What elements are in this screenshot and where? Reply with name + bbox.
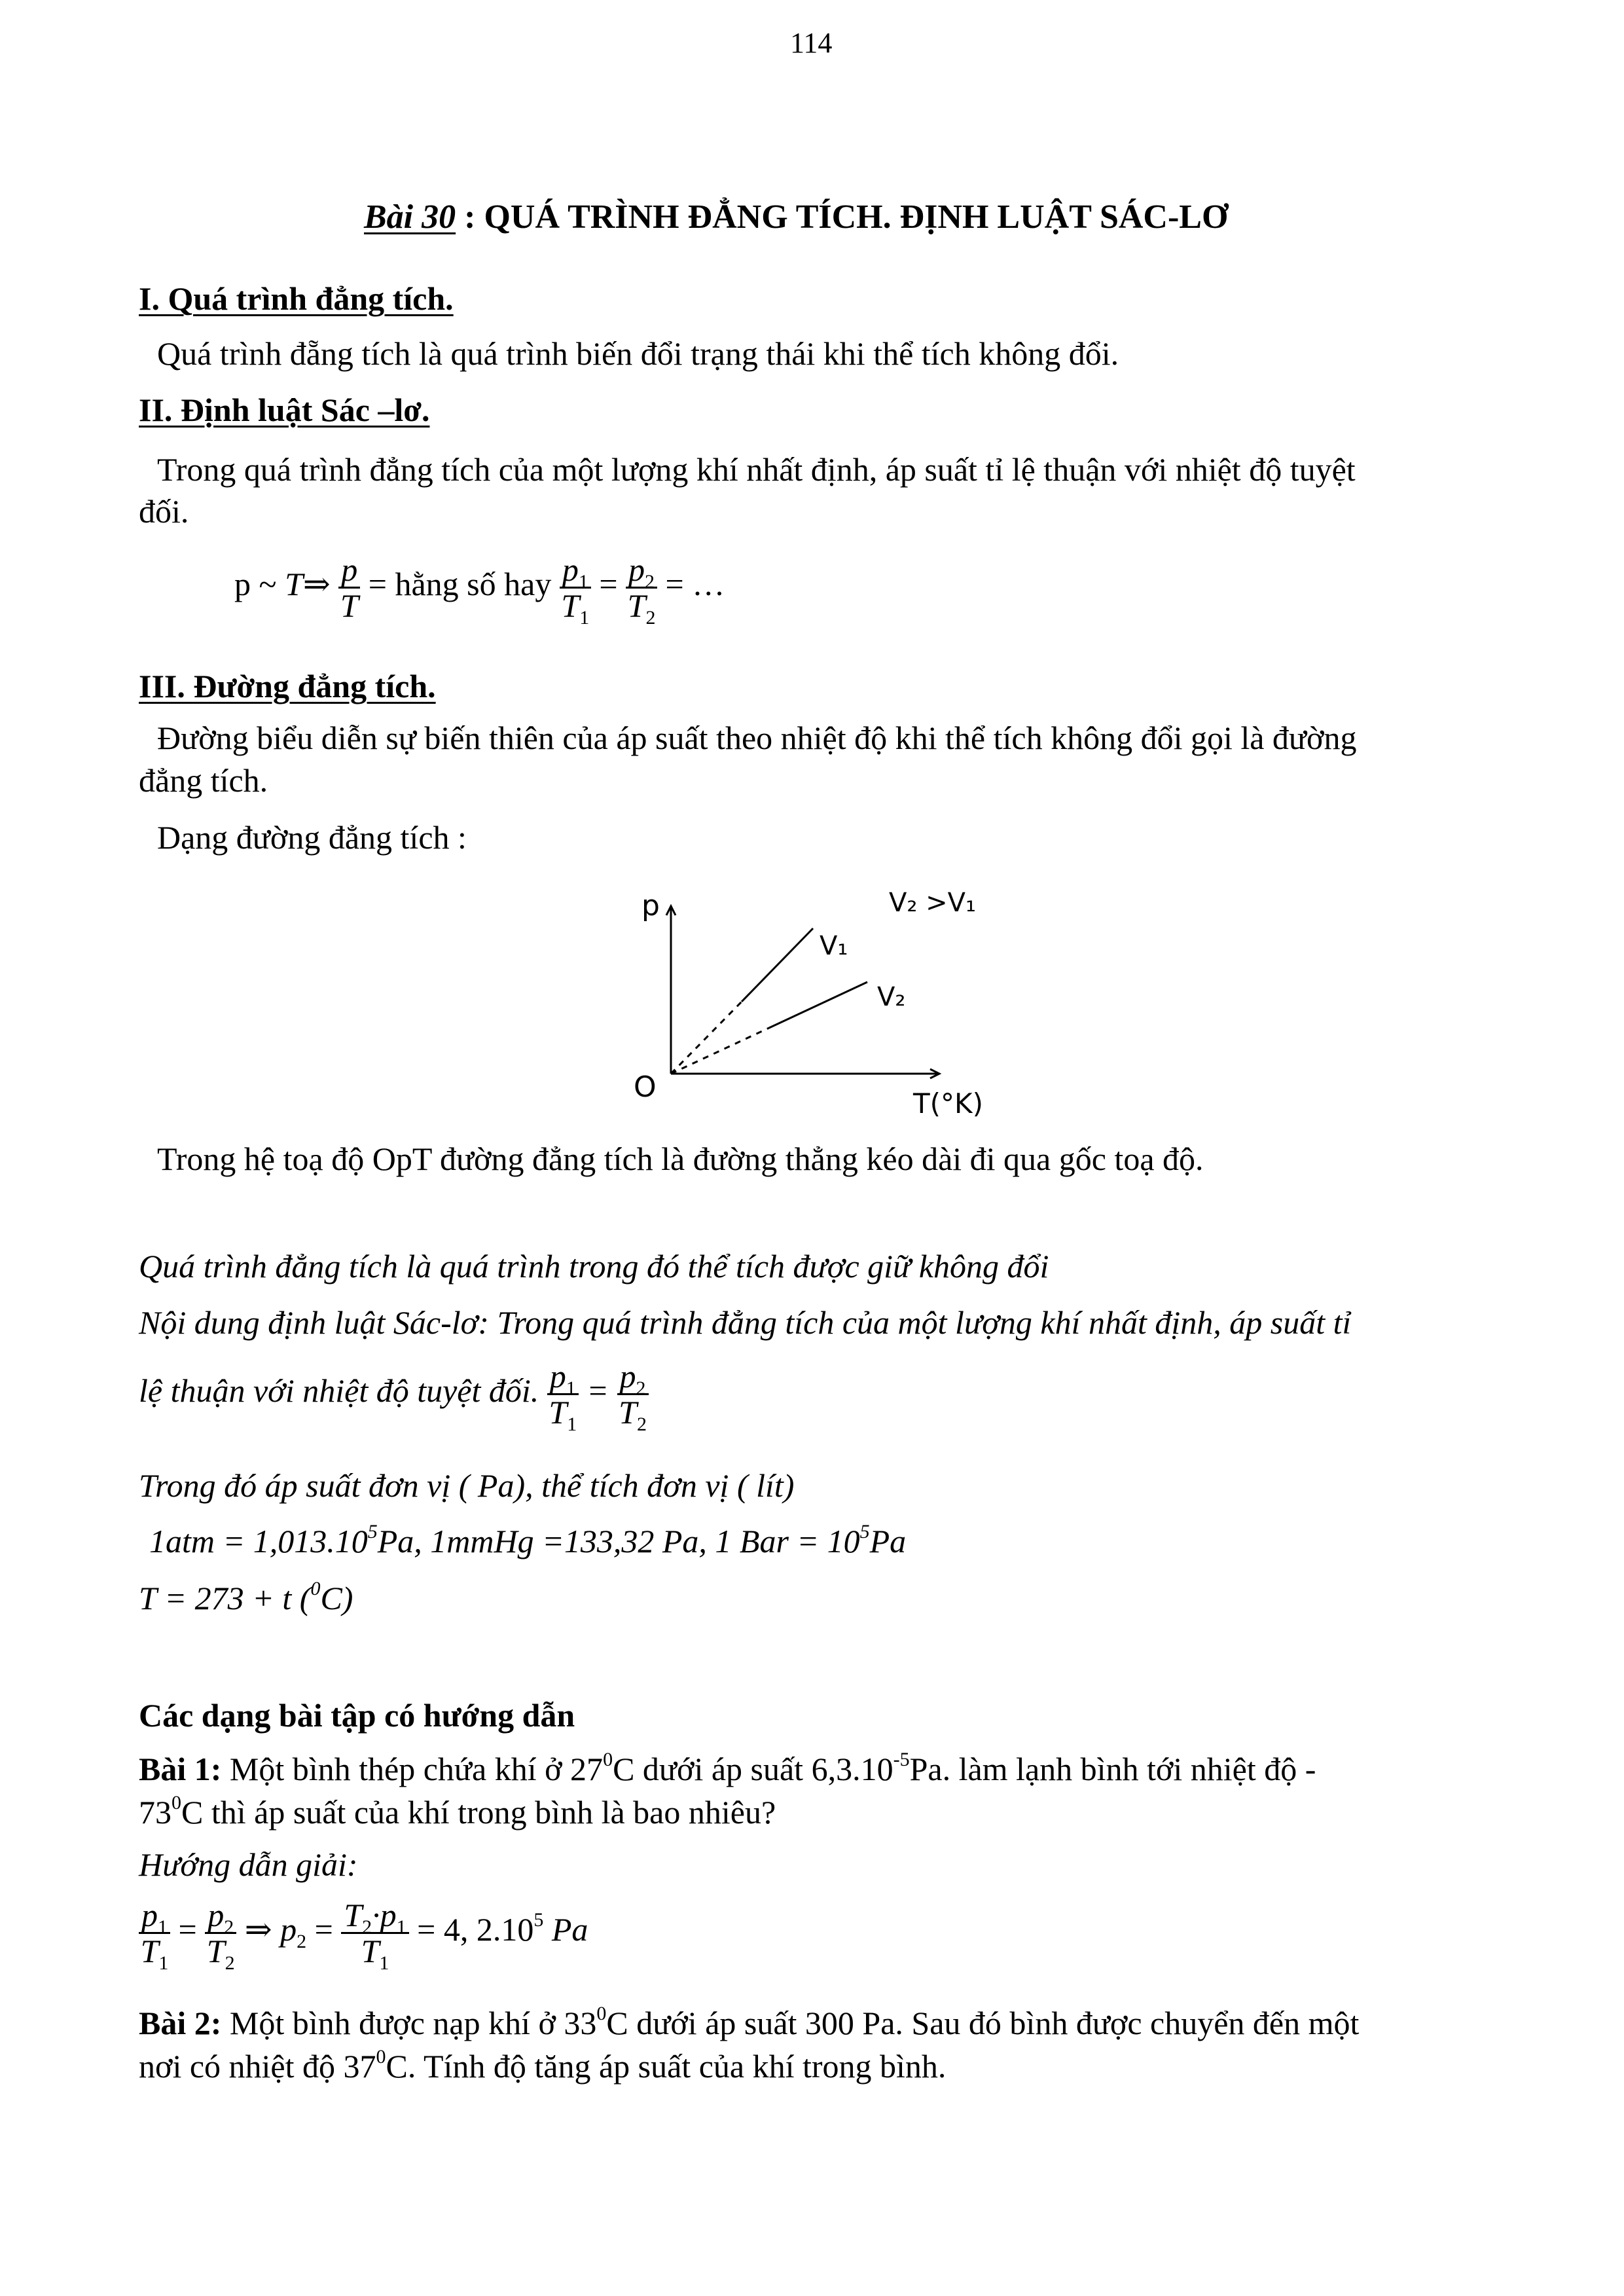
fraction-p1-over-t1-summary: $\frac{p_1}{T_1}$ (547, 1359, 579, 1429)
fraction-p2-over-t2: $\frac{p_2}{T_2}$ (626, 553, 657, 623)
section2-text-line1: Trong quá trình đẳng tích của một lượng khí nhất định, áp suất tỉ lệ thuận với nhiệt độ tuyệt (157, 451, 1356, 488)
exercise1-label: Bài 1: (139, 1751, 222, 1787)
line-v2-extrapolation (671, 1028, 769, 1074)
exercise1-line2: $73^0C$ thì áp suất của khí trong bình là bao nhiêu? (139, 1792, 776, 1831)
unit-conversions: $1atm = 1,013.10^5Pa$, 1mmHg =133,32 Pa, 1 Bar = $10^5Pa$ (149, 1521, 907, 1559)
v2-label: V₂ (877, 982, 906, 1012)
fraction-p1-over-t1: $\frac{p_1}{T_1}$ (560, 553, 591, 623)
isochore-shape-label: Dạng đường đẳng tích : (157, 819, 467, 856)
exercises-heading: Các dạng bài tập có hướng dẫn (139, 1697, 575, 1734)
isochoric-graph (615, 877, 1034, 1126)
temperature-conversion: T = 273 + t ($^0$C) (139, 1578, 353, 1616)
exercise2-line1: Bài 2: Một bình được nạp khí ở $33^0C$ dưới áp suất 300 Pa. Sau đó bình được chuyển đến một (139, 2003, 1360, 2041)
section1-text: Quá trình đẵng tích là quá trình biến đổi trạng thái khi thể tích không đổi. (157, 335, 1119, 372)
fraction-p-over-t: $\frac{p}{T}$ (338, 553, 360, 623)
summary-line3: lệ thuận với nhiệt độ tuyệt đối. $\frac{p_1}{T_1}$ = $\frac{p_2}{T_2}$ (139, 1357, 649, 1429)
exercise2-line2: nơi có nhiệt độ $37^0C$. Tính độ tăng áp suất của khí trong bình. (139, 2046, 947, 2085)
exercise1-line1: Bài 1: Một bình thép chứa khí ở $27^0C$ dưới áp suất $6,3.10^{-5}Pa$. làm lạnh bình tới nhiệt độ - (139, 1749, 1316, 1787)
line-v1 (742, 928, 813, 1002)
section3-heading: III. Đường đẳng tích. (139, 668, 436, 704)
exercise2-label: Bài 2: (139, 2005, 222, 2041)
section2-heading: II. Định luật Sác –lơ. (139, 392, 430, 428)
p-axis-label: p (641, 889, 660, 922)
origin-label: O (634, 1070, 657, 1104)
volume-comparison-label: V₂ >V₁ (889, 888, 977, 918)
section1-heading: I. Quá trình đẳng tích. (139, 280, 454, 317)
lesson-number: Bài 30 (364, 198, 456, 236)
fraction-p2-over-t2-summary: $\frac{p_2}{T_2}$ (617, 1359, 649, 1429)
page-title (364, 196, 1228, 238)
page-number: 114 (790, 27, 833, 59)
summary-line1: Quá trình đẳng tích là quá trình trong đó thể tích được giữ không đổi (139, 1248, 1049, 1285)
section3-text-line1: Đường biểu diễn sự biến thiên của áp suất theo nhiệt độ khi thể tích không đổi gọi là đường (157, 720, 1357, 756)
section3-text-line2: đẳng tích. (139, 762, 268, 799)
summary-line2: Nội dung định luật Sác-lơ: Trong quá trình đẳng tích của một lượng khí nhất định, áp suất tỉ (139, 1304, 1352, 1341)
line-v1-extrapolation (671, 1002, 742, 1074)
v1-label: V₁ (820, 931, 848, 961)
section2-text-line2: đối. (139, 493, 189, 530)
charles-law-formula: p ~ T⇒ $\frac{p}{T}$ = hằng số hay $\frac{p_1}{T_1}$ = $\frac{p_2}{T_2}$ = … (234, 551, 725, 629)
summary-units: Trong đó áp suất đơn vị ( Pa), thể tích đơn vị ( lít) (139, 1467, 795, 1504)
title-text: : QUÁ TRÌNH ĐẲNG TÍCH. ĐỊNH LUẬT SÁC-LƠ (456, 198, 1229, 236)
line-v2 (769, 982, 867, 1028)
graph-caption: Trong hệ toạ độ OpT đường đẳng tích là đường thẳng kéo dài đi qua gốc toạ độ. (157, 1140, 1204, 1177)
exercise1-guide-label: Hướng dẫn giải: (139, 1846, 358, 1883)
exercise1-solution: $\frac{p_1}{T_1}$ = $\frac{p_2}{T_2}$ ⇒ $p_2$ = $\frac{T_2\cdot p_1}{T_1}$ = 4, 2.10$^5$ Pa (139, 1895, 588, 1968)
t-axis-label: T(°K) (913, 1087, 983, 1120)
